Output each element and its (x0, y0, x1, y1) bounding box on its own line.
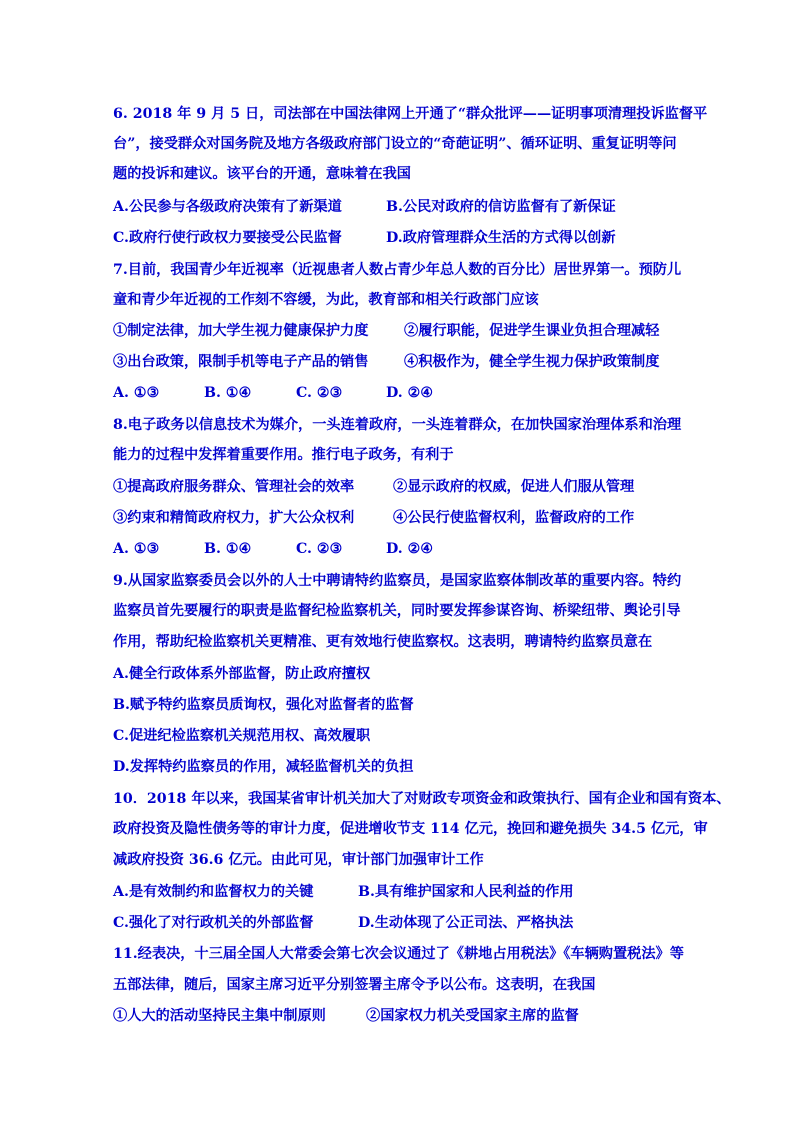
q9-stem-line-2: 监察员首先要履行的职责是监督纪检监察机关，同时要发挥参谋咨询、桥梁纽带、舆论引导 (113, 603, 681, 619)
q9-option-c: C.促进纪检监察机关规范用权、高效履职 (113, 728, 371, 744)
q8-item-3: ③约束和精简政府权力，扩大公众权利 (113, 510, 355, 526)
q6-option-d: D.政府管理群众生活的方式得以创新 (386, 230, 616, 246)
q7-item-2: ②履行职能，促进学生课业负担合理减轻 (404, 323, 660, 339)
q7-stem-line-2: 童和青少年近视的工作刻不容缓，为此，教育部和相关行政部门应该 (113, 292, 539, 308)
q9-stem-line-3: 作用，帮助纪检监察机关更精准、更有效地行使监察权。这表明，聘请特约监察员意在 (113, 634, 653, 650)
q8-option-d: D. ②④ (386, 541, 434, 557)
q8-stem-line-1: 8.电子政务以信息技术为媒介，一头连着政府，一头连着群众，在加快国家治理体系和治理 (113, 417, 682, 433)
q6-stem-line-3: 题的投诉和建议。该平台的开通，意味着在我国 (113, 166, 411, 182)
q7-option-c: C. ②③ (296, 385, 343, 401)
q8-option-a: A. ①③ (113, 541, 160, 557)
q9-option-d: D.发挥特约监察员的作用，减轻监督机关的负担 (113, 759, 414, 775)
q6-stem-line-2: 台”，接受群众对国务院及地方各级政府部门设立的“奇葩证明”、循环证明、重复证明等问 (113, 136, 677, 152)
q10-option-d: D.生动体现了公正司法、严格执法 (358, 915, 574, 931)
q8-stem-line-2: 能力的过程中发挥着重要作用。推行电子政务，有利于 (113, 447, 454, 463)
q11-stem-line-2: 五部法律，随后，国家主席习近平分别签署主席令予以公布。这表明，在我国 (113, 977, 596, 993)
q11-item-1: ①人大的活动坚持民主集中制原则 (113, 1008, 326, 1024)
q7-option-d: D. ②④ (386, 385, 434, 401)
q7-item-3: ③出台政策，限制手机等电子产品的销售 (113, 354, 369, 370)
q7-item-4: ④积极作为，健全学生视力保护政策制度 (404, 354, 660, 370)
q9-option-a: A.健全行政体系外部监督，防止政府擅权 (113, 666, 371, 682)
q9-stem-line-1: 9.从国家监察委员会以外的人士中聘请特约监察员，是国家监察体制改革的重要内容。特约 (113, 573, 682, 589)
q7-option-b: B. ①④ (204, 385, 252, 401)
q6-option-b: B.公民对政府的信访监督有了新保证 (386, 199, 616, 215)
q10-option-a: A.是有效制约和监督权力的关键 (113, 884, 314, 900)
q10-stem-line-2: 政府投资及隐性债务等的审计力度，促进增收节支 114 亿元，挽回和避免损失 34.5 亿元，审 (113, 821, 708, 837)
q8-option-c: C. ②③ (296, 541, 343, 557)
q8-option-b: B. ①④ (204, 541, 252, 557)
q10-option-b: B.具有维护国家和人民利益的作用 (358, 884, 574, 900)
q7-stem-line-1: 7.目前，我国青少年近视率（近视患者人数占青少年总人数的百分比）居世界第一。预防儿 (113, 262, 682, 278)
q11-item-2: ②国家权力机关受国家主席的监督 (366, 1008, 579, 1024)
q10-stem-line-3: 减政府投资 36.6 亿元。由此可见，审计部门加强审计工作 (113, 852, 484, 868)
q8-item-4: ④公民行使监督权利，监督政府的工作 (393, 510, 635, 526)
q11-stem-line-1: 11.经表决，十三届全国人大常委会第七次会议通过了《耕地占用税法》《车辆购置税法》等 (113, 946, 684, 962)
q6-option-c: C.政府行使行政权力要接受公民监督 (113, 230, 342, 246)
q9-option-b: B.赋予特约监察员质询权，强化对监督者的监督 (113, 697, 414, 713)
q6-stem-line-1: 6. 2018 年 9 月 5 日，司法部在中国法律网上开通了“群众批评——证明事项清理投诉监督平 (113, 106, 708, 122)
q10-option-c: C.强化了对行政机关的外部监督 (113, 915, 314, 931)
q8-item-1: ①提高政府服务群众、管理社会的效率 (113, 479, 355, 495)
q7-item-1: ①制定法律，加大学生视力健康保护力度 (113, 323, 369, 339)
q10-stem-line-1: 10．2018 年以来，我国某省审计机关加大了对财政专项资金和政策执行、国有企业和国有资本、 (113, 791, 731, 807)
q7-option-a: A. ①③ (113, 385, 160, 401)
q6-option-a: A.公民参与各级政府决策有了新渠道 (113, 199, 342, 215)
q8-item-2: ②显示政府的权威，促进人们服从管理 (393, 479, 635, 495)
